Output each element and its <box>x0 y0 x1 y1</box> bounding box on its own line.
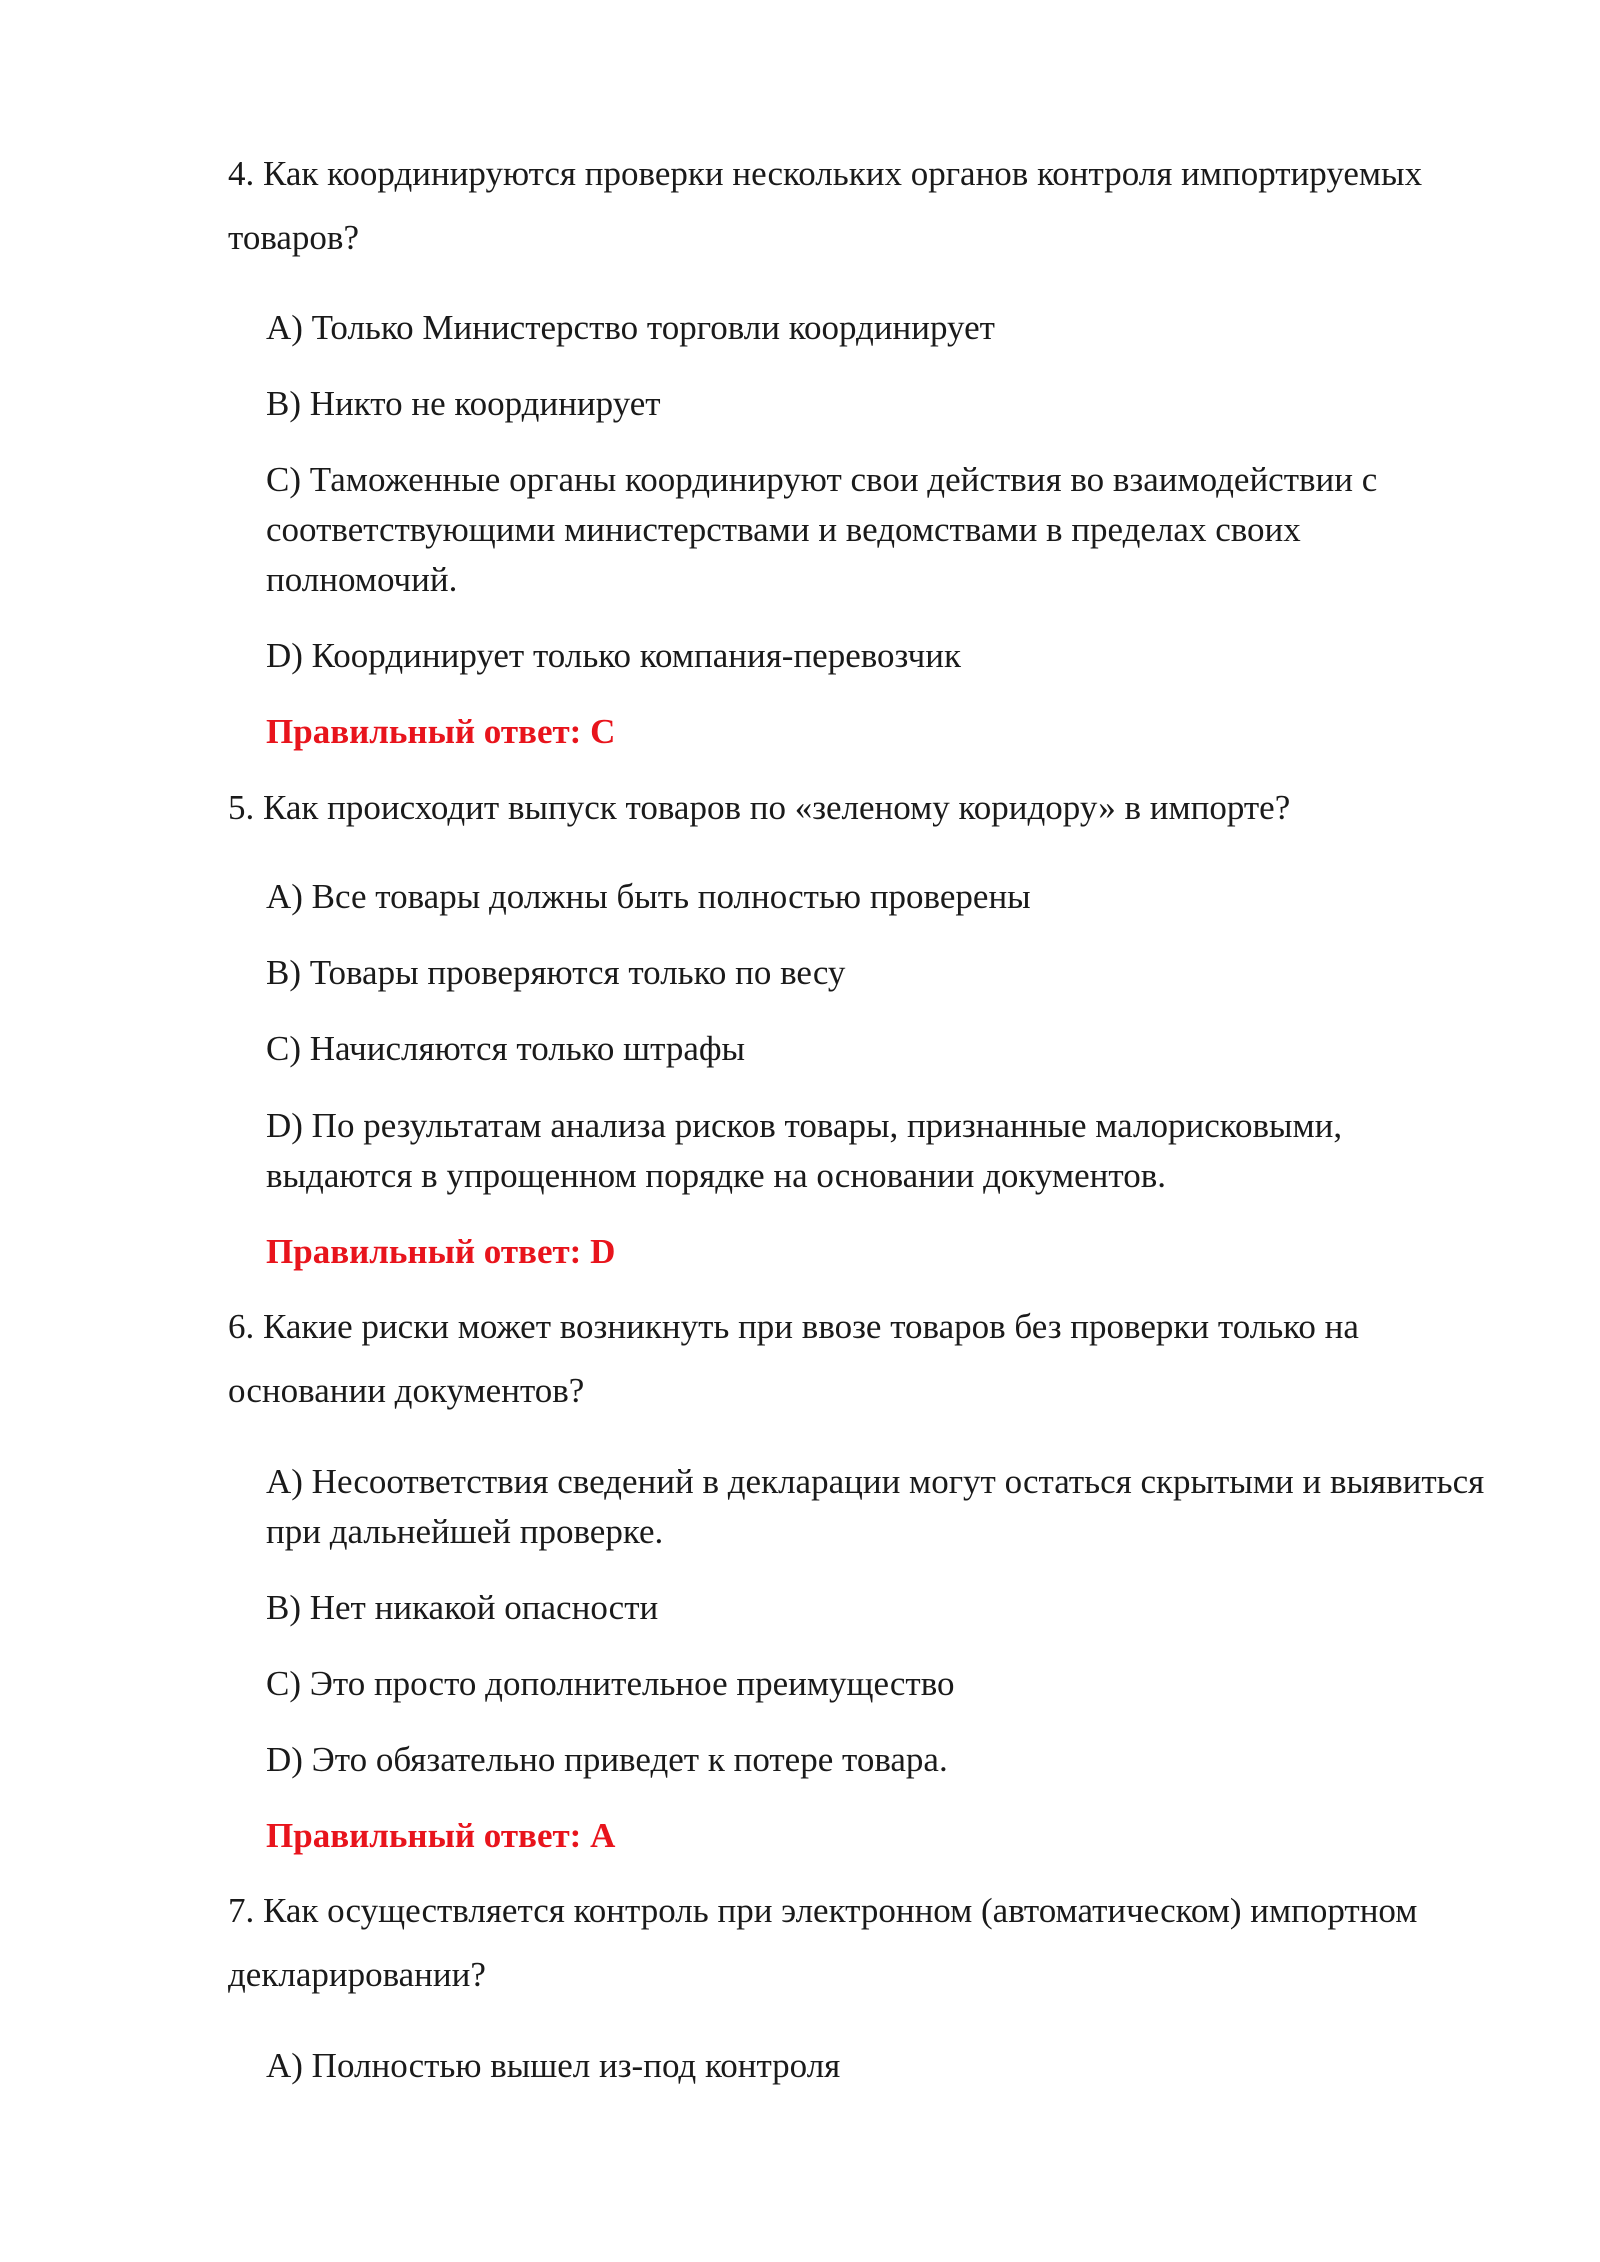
answer-value: D <box>590 1232 616 1271</box>
question-5-option-c: C) Начисляются только штрафы <box>266 1029 746 1068</box>
answer-label: Правильный ответ: <box>266 712 582 751</box>
question-7-option-a: А) Полностью вышел из-под контроля <box>266 2046 841 2085</box>
answer-value: A <box>590 1816 616 1855</box>
answer-value: C <box>590 712 616 751</box>
question-4-option-d: D) Координирует только компания-перевозчик <box>266 636 961 675</box>
question-4-option-c: C) Таможенные органы координируют свои действия во взаимодействии с соответствующими министерствами и ведомствами в пределах своих полномочий. <box>266 460 1378 599</box>
question-6-text: 6. Какие риски может возникнуть при ввозе товаров без проверки только на основании документов? <box>228 1307 1359 1410</box>
question-6-option-d: D) Это обязательно приведет к потере товара. <box>266 1740 948 1779</box>
answer-label: Правильный ответ: <box>266 1816 582 1855</box>
question-4-option-b: B) Никто не координирует <box>266 384 661 423</box>
question-5-answer <box>266 1227 1366 1277</box>
question-4-answer <box>266 707 1366 757</box>
question-5-option-d: D) По результатам анализа рисков товары, признанные малорисковыми, выдаются в упрощенном порядке на основании документов. <box>266 1106 1343 1195</box>
answer-label: Правильный ответ: <box>266 1232 582 1271</box>
question-5-option-b: B) Товары проверяются только по весу <box>266 953 846 992</box>
question-4-text: 4. Как координируются проверки нескольких органов контроля импортируемых товаров? <box>228 154 1423 257</box>
question-5-text: 5. Как происходит выпуск товаров по «зеленому коридору» в импорте? <box>228 788 1291 827</box>
question-6-option-a: А) Несоответствия сведений в декларации могут остаться скрытыми и выявиться при дальнейшей проверке. <box>266 1462 1485 1551</box>
question-6-option-b: B) Нет никакой опасности <box>266 1588 659 1627</box>
question-4-option-a: А) Только Министерство торговли координирует <box>266 308 995 347</box>
question-7-text: 7. Как осуществляется контроль при электронном (автоматическом) импортном декларировании? <box>228 1891 1418 1994</box>
question-6-answer <box>266 1811 1366 1861</box>
question-5-option-a: А) Все товары должны быть полностью проверены <box>266 877 1031 916</box>
question-6-option-c: C) Это просто дополнительное преимущество <box>266 1664 955 1703</box>
